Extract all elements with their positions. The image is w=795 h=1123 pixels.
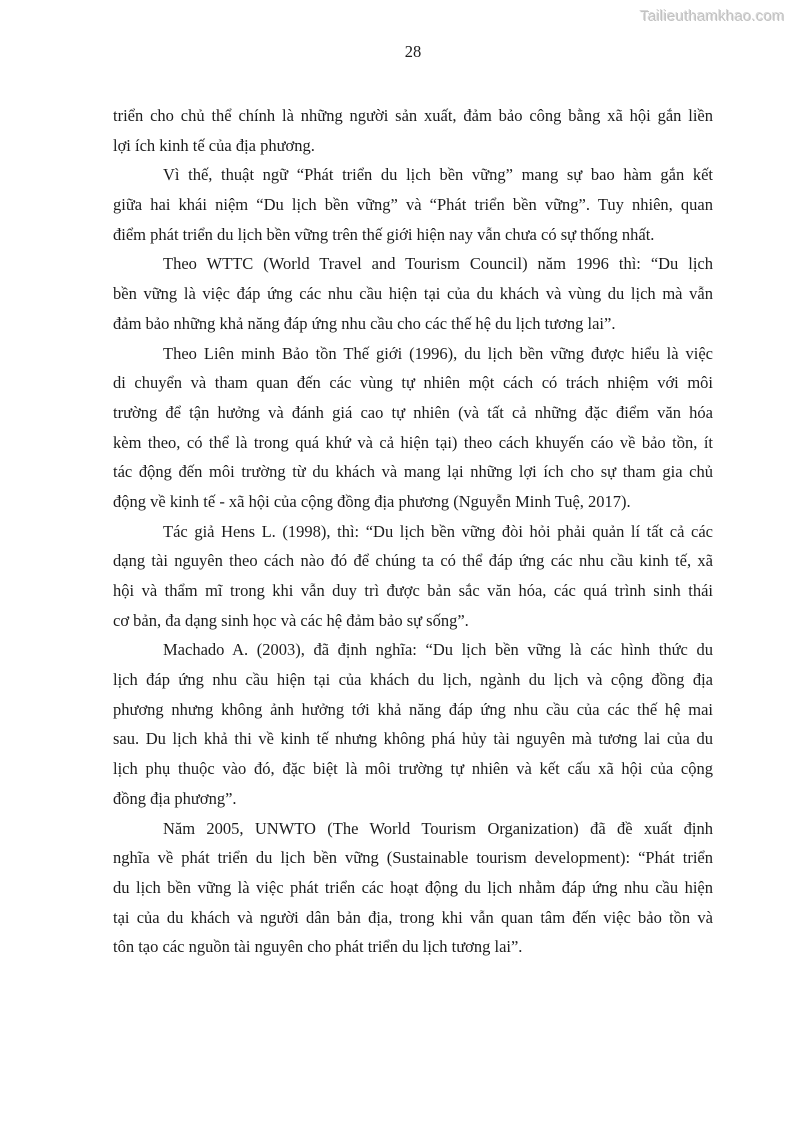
text-line: đảm bảo những khả năng đáp ứng nhu cầu cho các thế hệ du lịch tương lai”. (113, 313, 616, 333)
text-line: cơ bản, đa dạng sinh học và các hệ đảm bảo sự sống”. (113, 610, 469, 630)
text-line: hội và thẩm mĩ trong khi vẫn duy trì được bản sắc văn hóa, các quá trình sinh thái (113, 581, 713, 600)
text-line: sau. Du lịch khả thi về kinh tế nhưng không phá hủy tài nguyên mà tương lai của du (113, 729, 713, 749)
text-line: Tác giả Hens L. (1998), thì: “Du lịch bền vững đòi hỏi phải quản lí tất cả các (163, 521, 713, 541)
text-line: phương nhưng không ảnh hưởng tới khả năng đáp ứng nhu cầu của các thế hệ mai (113, 699, 713, 719)
text-line: nghĩa về phát triển du lịch bền vững (Sustainable tourism development): “Phát triển (113, 848, 713, 868)
page-number: 28 (404, 42, 422, 61)
text-line: Năm 2005, UNWTO (The World Tourism Organization) đã đề xuất định (163, 818, 713, 838)
paragraph (113, 517, 713, 636)
watermark: Tailieuthamkhao.com (640, 8, 785, 25)
text-line: lịch đáp ứng nhu cầu hiện tại của khách du lịch, ngành du lịch và cộng đồng địa (113, 670, 713, 690)
paragraph (113, 101, 713, 160)
text-line: Vì thế, thuật ngữ “Phát triển du lịch bền vững” mang sự bao hàm gắn kết (163, 165, 713, 185)
text-line: đồng địa phương”. (113, 788, 237, 808)
paragraph (113, 635, 713, 813)
text-line: lợi ích kinh tế của địa phương. (113, 135, 315, 155)
document-body (113, 101, 713, 962)
text-line: trường để tận hưởng và đánh giá cao tự nhiên (và tất cả những đặc điểm văn hóa (113, 402, 713, 422)
text-line: du lịch bền vững là việc phát triển các hoạt động du lịch nhằm đáp ứng nhu cầu hiện (113, 877, 713, 897)
paragraph (113, 249, 713, 338)
text-line: tôn tạo các nguồn tài nguyên cho phát triển du lịch tương lai”. (113, 937, 523, 957)
text-line: bền vững là việc đáp ứng các nhu cầu hiện tại của du khách và vùng du lịch mà vẫn (113, 284, 713, 304)
text-line: di chuyển và tham quan đến các vùng tự nhiên một cách có trách nhiệm với môi (113, 373, 713, 393)
text-line: tại của du khách và người dân bản địa, trong khi vẫn quan tâm đến việc bảo tồn và (113, 907, 713, 927)
text-line: tác động đến môi trường từ du khách và mang lại những lợi ích cho sự tham gia chủ (113, 462, 713, 482)
text-line: Machado A. (2003), đã định nghĩa: “Du lịch bền vững là các hình thức du (163, 640, 713, 660)
text-line: giữa hai khái niệm “Du lịch bền vững” và “Phát triển bền vững”. Tuy nhiên, quan (113, 195, 713, 215)
text-line: điểm phát triển du lịch bền vững trên thế giới hiện nay vẫn chưa có sự thống nhất. (113, 224, 655, 244)
text-line: kèm theo, có thể là trong quá khứ và cả hiện tại) theo cách khuyến cáo về bảo tồn, ít (113, 432, 713, 452)
text-line: động về kinh tế - xã hội của cộng đồng địa phương (Nguyễn Minh Tuệ, 2017). (113, 491, 631, 511)
text-line: Theo Liên minh Bảo tồn Thế giới (1996), du lịch bền vững được hiểu là việc (163, 343, 713, 363)
paragraph (113, 814, 713, 962)
text-line: Theo WTTC (World Travel and Tourism Council) năm 1996 thì: “Du lịch (163, 254, 713, 274)
paragraph (113, 160, 713, 249)
text-line: lịch phụ thuộc vào đó, đặc biệt là môi trường tự nhiên và kết cấu xã hội của cộng (113, 759, 713, 779)
paragraph (113, 339, 713, 517)
text-line: triển cho chủ thể chính là những người sản xuất, đảm bảo công bằng xã hội gắn liền (113, 106, 713, 125)
text-line: dạng tài nguyên theo cách nào đó để chúng ta có thể đáp ứng các nhu cầu kinh tế, xã (113, 551, 713, 571)
